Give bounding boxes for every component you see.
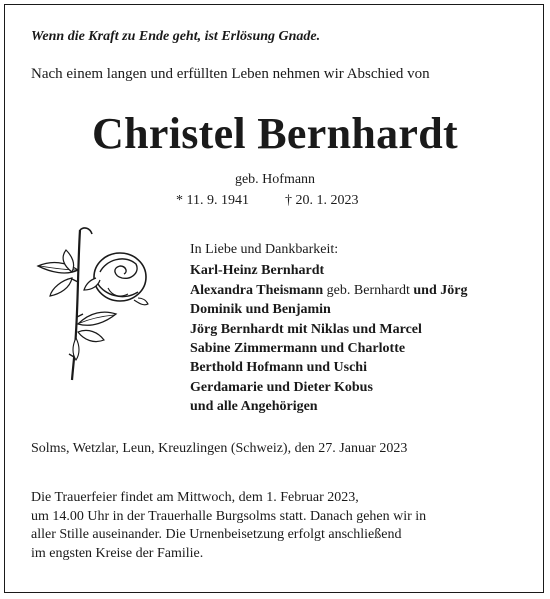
- mourner-line: Gerdamarie und Dieter Kobus: [190, 379, 373, 395]
- mourner-partner: und Jörg: [413, 282, 468, 298]
- rose-icon: [28, 222, 158, 382]
- mourner-line: Berthold Hofmann und Uschi: [190, 360, 367, 376]
- mourner-line: und alle Angehörigen: [190, 399, 318, 415]
- service-line: Die Trauerfeier findet am Mittwoch, dem 1. Februar 2023,: [31, 490, 359, 505]
- service-line: um 14.00 Uhr in der Trauerhalle Burgsolms statt. Danach gehen wir in: [31, 508, 427, 524]
- mourner-line: Dominik und Benjamin: [190, 302, 331, 318]
- service-info: [31, 489, 531, 564]
- place-date: Solms, Wetzlar, Leun, Kreuzlingen (Schweiz), den 27. Januar 2023: [31, 441, 408, 456]
- mourner-line: Karl-Heinz Bernhardt: [190, 263, 325, 279]
- mourner-line: Jörg Bernhardt mit Niklas und Marcel: [190, 321, 422, 337]
- mourners-intro: In Liebe und Dankbarkeit:: [190, 242, 339, 257]
- deceased-name: Christel Bernhardt: [92, 109, 458, 158]
- mourners-list: [190, 240, 467, 417]
- mourner-name: Alexandra Theismann: [190, 282, 324, 298]
- motto: Wenn die Kraft zu Ende geht, ist Erlösung Gnade.: [31, 29, 321, 44]
- service-line: aller Stille auseinander. Die Urnenbeisetzung erfolgt anschließend: [31, 527, 402, 543]
- intro-text: Nach einem langen und erfüllten Leben nehmen wir Abschied von: [31, 66, 430, 82]
- service-line: im engsten Kreise der Familie.: [31, 546, 204, 562]
- mourner-line: Sabine Zimmermann und Charlotte: [190, 341, 406, 357]
- mourner-maiden-name: geb. Bernhardt: [326, 282, 410, 298]
- death-date: † 20. 1. 2023: [285, 193, 359, 208]
- mourner-line: [190, 281, 467, 300]
- maiden-name: geb. Hofmann: [234, 172, 316, 187]
- birth-date: * 11. 9. 1941: [176, 193, 249, 208]
